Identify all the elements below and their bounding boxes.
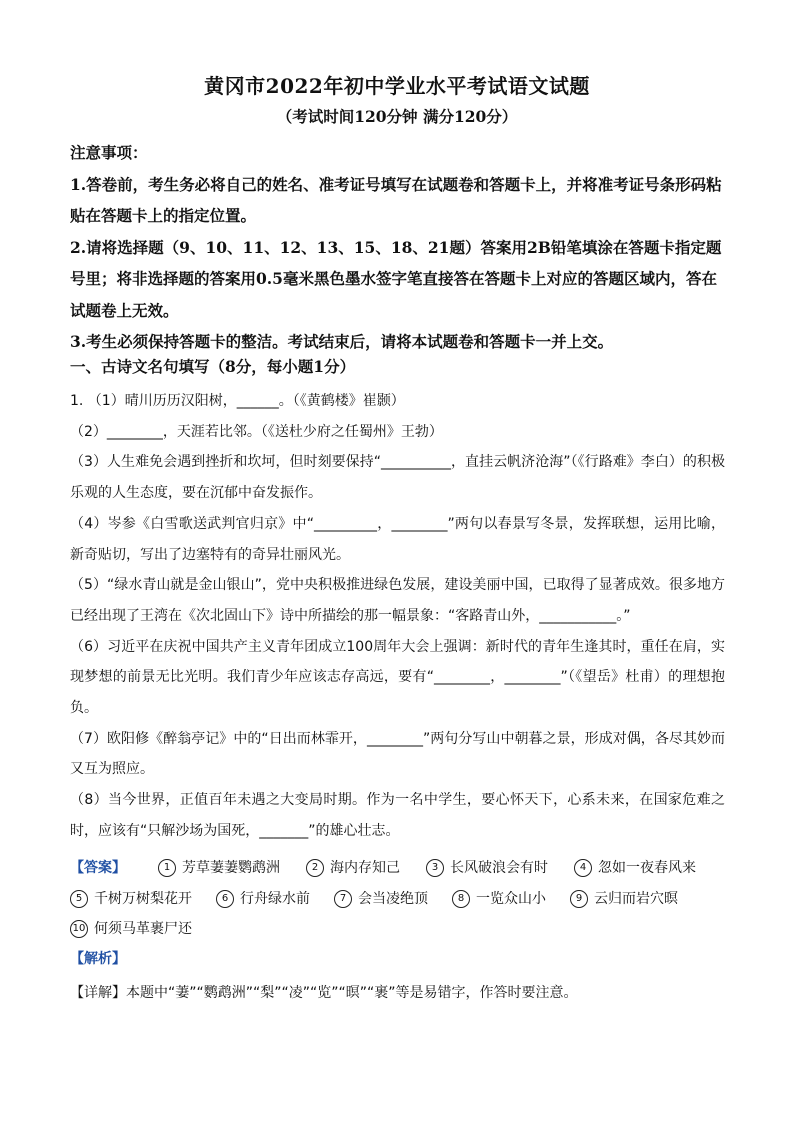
note-item: 1.答卷前，考生务必将自己的姓名、准考证号填写在试题卷和答题卡上，并将准考证号条形码粘贴在答题卡上的指定位置。 [70,174,722,225]
question-item: （6）习近平在庆祝中国共产主义青年团成立100周年大会上强调：新时代的青年生逢其时，重任在肩，实现梦想的前景无比光明。我们青少年应该志存高远，要有“________，________”（《望岳》杜甫）的理想抱负。 [70,638,725,717]
answer-text: 长风破浪会有时 [450,860,548,876]
answer-text: 一览众山小 [476,890,546,907]
question-item: （7）欧阳修《醉翁亭记》中的“日出而林霏开，________”两句分写山中朝暮之景，形成对偶，各尽其妙而又互为照应。 [70,730,725,778]
question-item: （8）当今世界，正值百年未遇之大变局时期。作为一名中学生，要心怀天下，心系未来，在国家危难之时，应该有“只解沙场为国死，_______”的雄心壮志。 [70,792,725,839]
section-title: 一、古诗文名句填写（8分，每小题1分） [70,357,356,376]
answer-text: 千树万树梨花开 [94,890,192,907]
document-title: 黄冈市2022年初中学业水平考试语文试题 [204,74,590,98]
answer-text: 会当凌绝顶 [358,890,428,907]
questions-list [70,386,725,847]
circled-number: 3 [426,859,444,877]
circled-number: 5 [70,890,88,908]
detail-section [70,978,725,1008]
notes-section [70,137,725,358]
answer-item [158,853,280,884]
question-item: （4）岑参《白雪歌送武判官归京》中“_________，________”两句以春景写冬景，发挥联想，运用比喻，新奇贴切，写出了边塞特有的奇异壮丽风光。 [70,515,725,563]
answer-section [70,853,725,945]
answer-label: 【答案】 [70,860,126,876]
note-item: 2.请将选择题（9、10、11、12、13、15、18、21题）答案用2B铅笔填涂在答题卡指定题号里；将非选择题的答案用0.5毫米黑色墨水签字笔直接答在答题卡上对应的答题区域内，答在试题卷上无效。 [70,237,722,320]
answer-item [570,884,678,915]
answer-text: 芳草萋萋鹦鹉洲 [182,860,280,876]
analysis-label: 【解析】 [70,951,126,967]
answer-item [70,914,192,945]
answer-text: 忽如一夜春风来 [598,860,696,876]
circled-number: 8 [452,890,470,908]
answer-text: 云归而岩穴暝 [594,890,678,907]
answer-item [426,853,548,884]
question-item: （3）人生难免会遇到挫折和坎坷，但时刻要保持“__________，直挂云帆济沧海”（《行路难》李白）的积极乐观的人生态度，要在沉郁中奋发振作。 [70,454,725,502]
answer-row [70,884,725,915]
answer-text: 何须马革裹尸还 [94,921,192,937]
circled-number: 2 [306,859,324,877]
answer-text: 海内存知己 [330,860,400,876]
answer-item [216,884,310,915]
answer-item [306,853,400,884]
question-item: （2）________，天涯若比邻。（《送杜少府之任蜀州》王勃） [70,423,443,440]
exam-info: （考试时间120分钟 满分120分） [276,107,518,126]
circled-number: 1 [158,859,176,877]
analysis-section [70,944,725,974]
circled-number: 6 [216,890,234,908]
circled-number: 10 [70,920,88,938]
answer-item [574,853,696,884]
answer-item [70,884,192,915]
notes-heading: 注意事项： [70,143,148,162]
question-item: （5）“绿水青山就是金山银山”，党中央积极推进绿色发展，建设美丽中国，已取得了显著成效。很多地方已经出现了王湾在《次北固山下》诗中所描绘的那一幅景象：“客路青山外，___________。” [70,577,725,624]
circled-number: 9 [570,890,588,908]
note-item: 3.考生必须保持答题卡的整洁。考试结束后，请将本试题卷和答题卡一并上交。 [70,332,614,351]
answer-row [70,914,725,945]
question-item: 1. （1）晴川历历汉阳树，______。（《黄鹤楼》崔颢） [70,393,405,409]
circled-number: 7 [334,890,352,908]
answer-item [334,884,428,915]
circled-number: 4 [574,859,592,877]
detail-label: 【详解】 [70,985,126,1001]
detail-text: 本题中“萋”“鹦鹉洲”“梨”“凌”“览”“暝”“裹”等是易错字，作答时要注意。 [126,985,578,1001]
answer-text: 行舟绿水前 [240,890,310,907]
answer-row [70,853,725,884]
answer-item [452,884,546,915]
